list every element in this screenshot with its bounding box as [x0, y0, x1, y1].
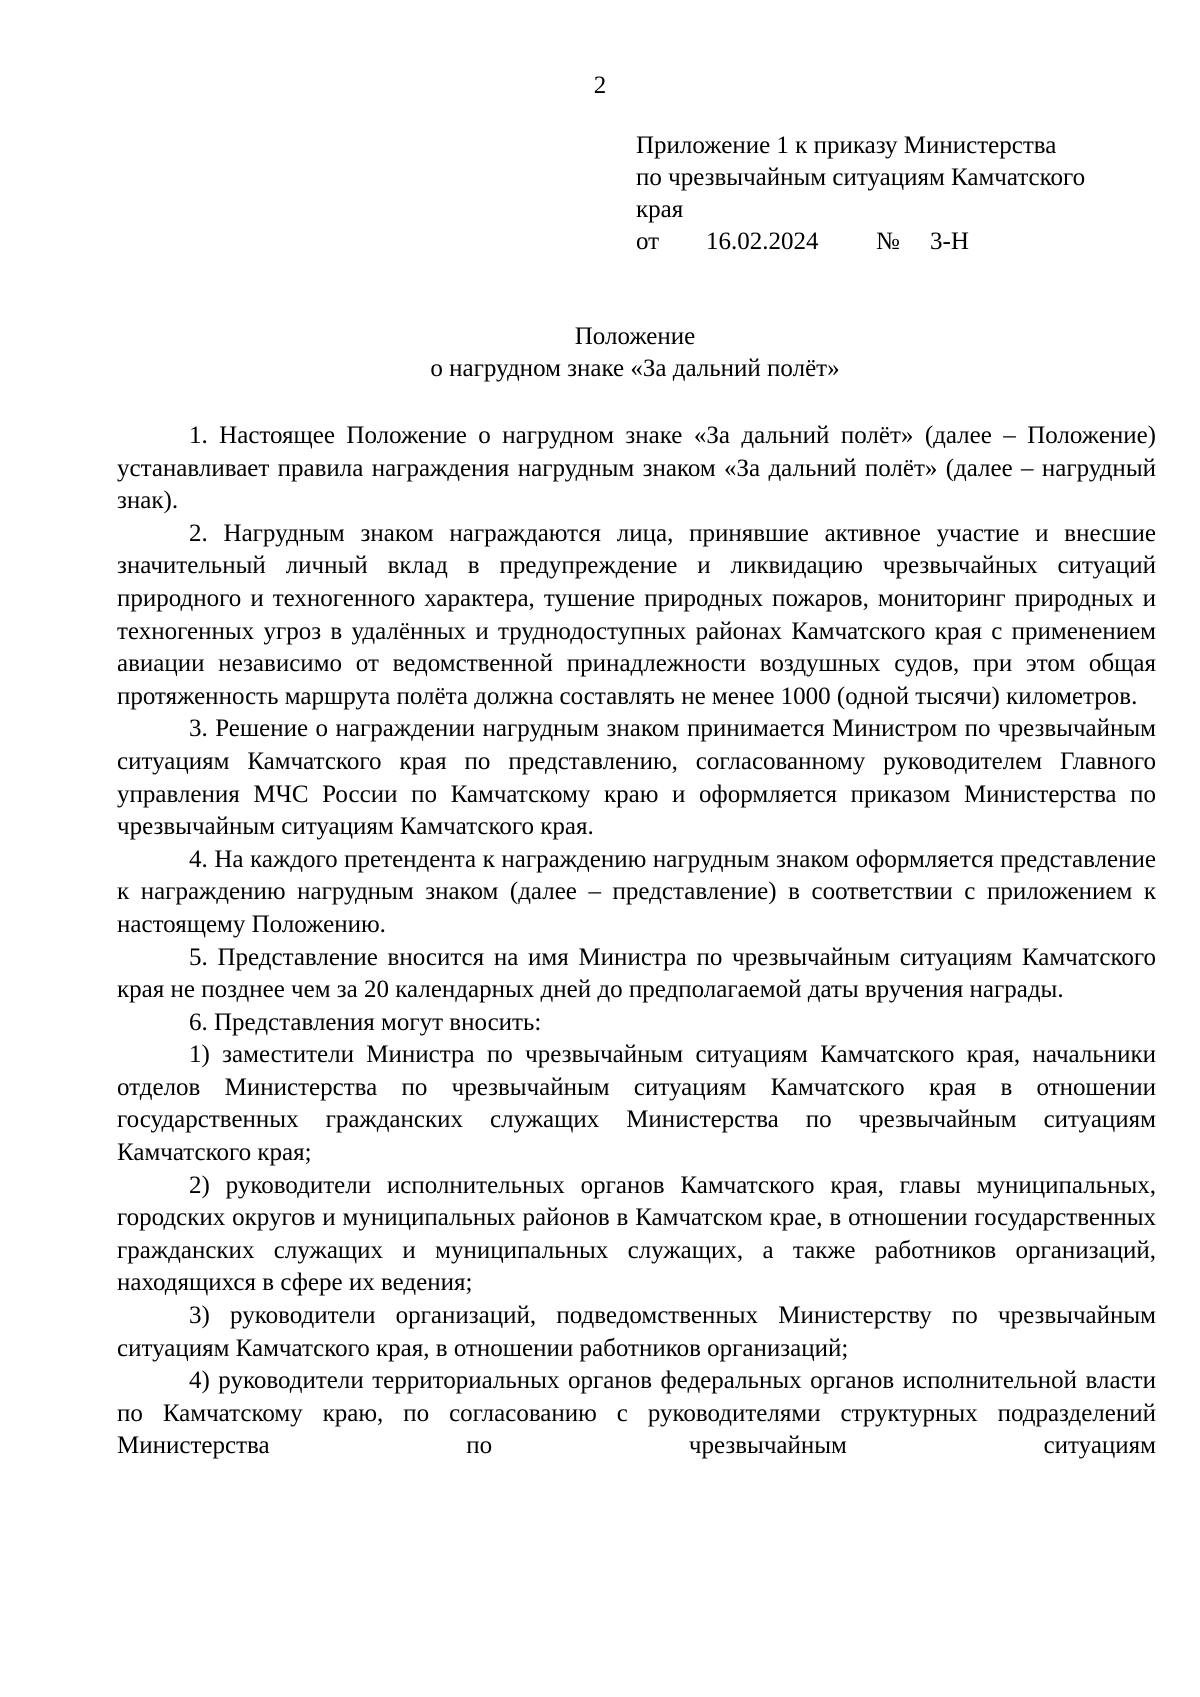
paragraph-5: 5. Представление вносится на имя Министра по чрезвычайным ситуациям Камчатского края не позднее чем за 20 календарных дней до предполагаемой даты вручения награды.	[117, 943, 1156, 1004]
order-line	[636, 226, 1156, 258]
document-body	[117, 420, 1156, 1463]
paragraph-4: 4. На каждого претендента к награждению нагрудным знаком оформляется представление к награждению нагрудным знаком (далее – представление) в соответствии с приложением к настоящему Положению.	[117, 845, 1156, 938]
paragraph-2: 2. Нагрудным знаком награждаются лица, принявшие активное участие и внесшие значительный личный вклад в предупреждение и ликвидацию чрезвычайных ситуаций природного и техногенного характера, тушение природных пожаров, мониторинг природных и техногенных угроз в удалённых и труднодоступных районах Камчатского края с применением авиации независимо от ведомственной принадлежности воздушных судов, при этом общая протяженность маршрута полёта должна составлять не менее 1000 (одной тысячи) километров.	[117, 519, 1156, 710]
paragraph-6-item-2: 2) руководители исполнительных органов Камчатского края, главы муниципальных, городских округов и муниципальных районов в Камчатском крае, в отношении государственных гражданских служащих и муниципальных служащих, а также работников организаций, находящихся в сфере их ведения;	[117, 1171, 1156, 1297]
page-number: 2	[593, 72, 607, 99]
order-number: 3-Н	[930, 228, 969, 255]
paragraph-6-item-4: 4) руководители территориальных органов федеральных органов исполнительной власти по Камчатскому краю, по согласованию с руководителями структурных подразделений Министерства по чрезвычайным ситуациям	[117, 1367, 1156, 1460]
paragraph-6-item-1: 1) заместители Министра по чрезвычайным ситуациям Камчатского края, начальники отделов Министерства по чрезвычайным ситуациям Камчатского края в отношении государственных гражданских служащих Министерства по чрезвычайным ситуациям Камчатского края;	[117, 1041, 1156, 1167]
paragraph-6-item-3: 3) руководители организаций, подведомственных Министерству по чрезвычайным ситуациям Камчатского края, в отношении работников организаций;	[117, 1302, 1156, 1362]
appendix-line-2: по чрезвычайным ситуациям Камчатского	[636, 164, 1086, 191]
order-date: 16.02.2024	[706, 228, 819, 255]
appendix-header	[636, 130, 1156, 258]
document-title	[0, 321, 1200, 385]
order-number-sign: №	[876, 228, 900, 255]
title-line-1: Положение	[574, 323, 696, 350]
order-from-label: от	[636, 228, 660, 255]
appendix-line-3: края	[636, 196, 684, 223]
paragraph-1: 1. Настоящее Положение о нагрудном знаке «За дальний полёт» (далее – Положение) устанавливает правила награждения нагрудным знаком «За дальний полёт» (далее – нагрудный знак).	[117, 422, 1156, 515]
appendix-line-1: Приложение 1 к приказу Министерства	[636, 132, 1057, 159]
paragraph-6: 6. Представления могут вносить:	[189, 1008, 542, 1036]
paragraph-3: 3. Решение о награждении нагрудным знаком принимается Министром по чрезвычайным ситуациям Камчатского края по представлению, согласованному руководителем Главного управления МЧС России по Камчатскому краю и оформляется приказом Министерства по чрезвычайным ситуациям Камчатского края.	[117, 715, 1156, 841]
title-line-2: о нагрудном знаке «За дальний полёт»	[430, 355, 840, 382]
